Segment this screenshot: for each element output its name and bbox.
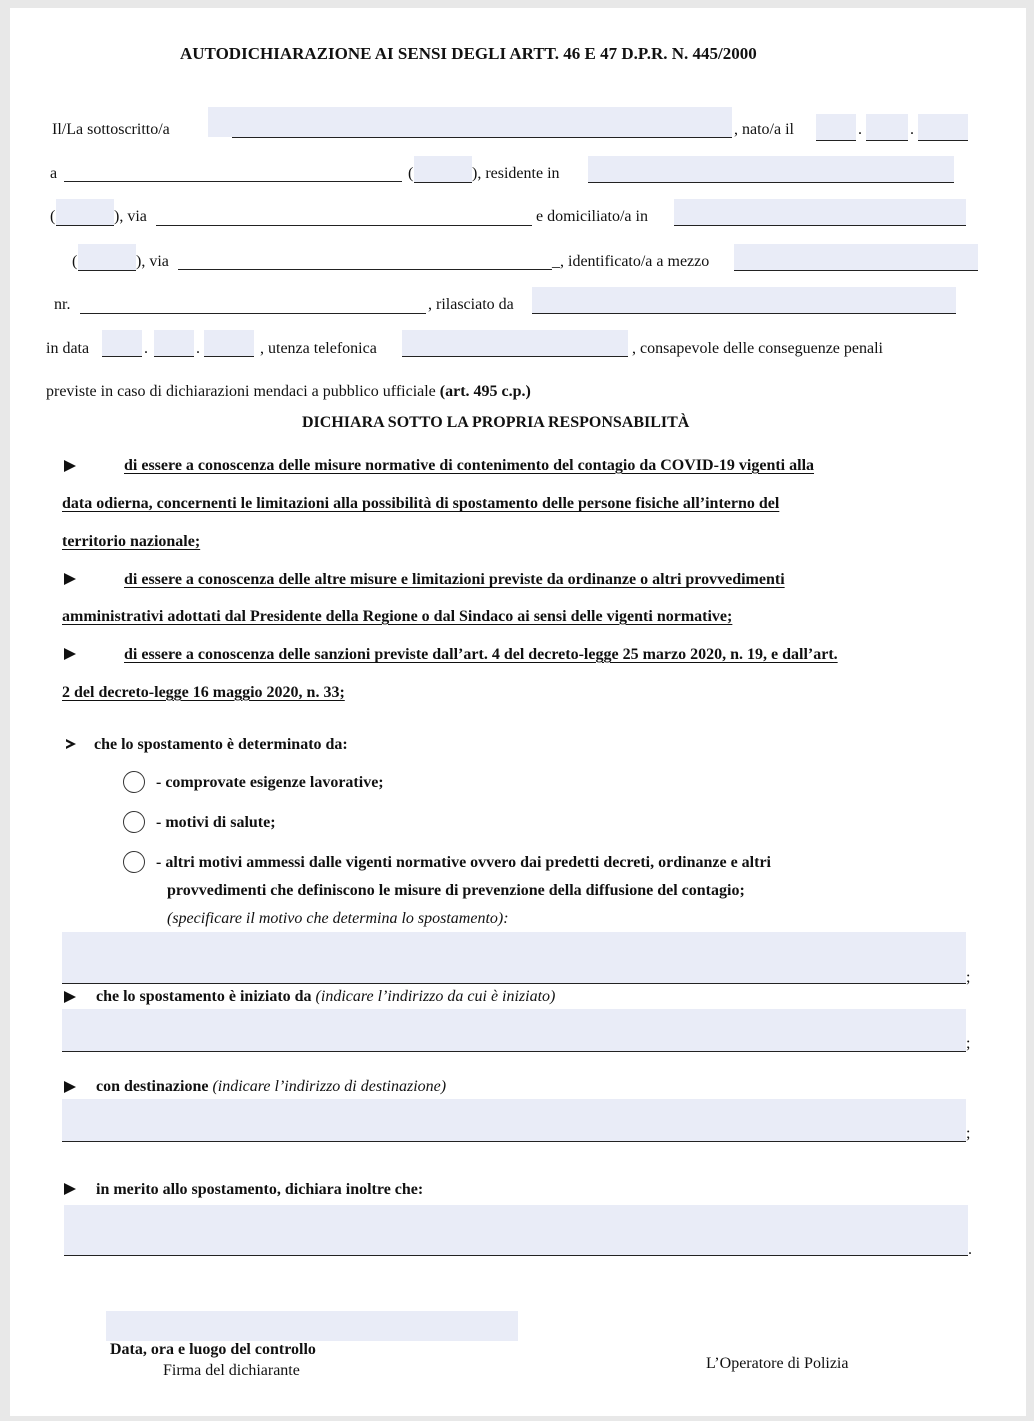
name-field[interactable]: [232, 137, 732, 138]
declaration-1-line-3: territorio nazionale;: [62, 533, 201, 550]
option-other-line-1: - altri motivi ammessi dalle vigenti normative ovvero dai predetti decreti, ordinanze e altri: [156, 854, 771, 871]
option-work-label: - comprovate esigenze lavorative;: [156, 774, 384, 791]
arrow-bullet-icon: [64, 1183, 76, 1195]
issue-dot-1: .: [144, 340, 148, 357]
via-label-2: ), via: [136, 253, 169, 270]
prov-open-1: (: [408, 165, 414, 182]
declaration-1-line-2: data odierna, concernenti le limitazioni alla possibilità di spostamento delle persone fisiche all’interno del: [62, 495, 780, 512]
identificato-label: _, identificato/a a mezzo: [552, 253, 710, 270]
declaration-2-line-1: di essere a conoscenza delle altre misure e limitazioni previste da ordinanze o altri provvedimenti: [124, 571, 785, 588]
origin-semicolon: ;: [966, 1035, 971, 1052]
birth-place-field[interactable]: [64, 181, 402, 182]
id-document-field[interactable]: [734, 244, 978, 271]
a-label: a: [50, 165, 58, 182]
phone-field[interactable]: [402, 330, 628, 357]
declaration-3-line-1: di essere a conoscenza delle sanzioni previste dall’art. 4 del decreto-legge 25 marzo 2020, n. 19, e dall’art.: [124, 646, 838, 663]
arrow-bullet-icon: [64, 1081, 76, 1093]
additional-info-field[interactable]: [64, 1205, 968, 1256]
domicile-province-field[interactable]: [78, 244, 136, 271]
additional-label: in merito allo spostamento, dichiara inoltre che:: [96, 1181, 424, 1198]
document-number-field[interactable]: [80, 313, 426, 314]
reason-semicolon: ;: [966, 969, 971, 986]
consapevole-label: , consapevole delle conseguenze penali: [632, 340, 883, 357]
prov-open-3: (: [72, 253, 78, 270]
birth-year-field[interactable]: [918, 114, 968, 141]
destination-label: con destinazione: [96, 1078, 213, 1095]
arrow-bullet-icon: [64, 460, 76, 472]
sottoscritto-label: Il/La sottoscritto/a: [52, 121, 170, 138]
nr-label: nr.: [54, 296, 71, 313]
origin-hint: (indicare l’indirizzo da cui è iniziato): [315, 988, 556, 1005]
rilasciato-label: , rilasciato da: [428, 296, 514, 313]
issued-by-field[interactable]: [532, 287, 956, 314]
additional-period: .: [968, 1241, 972, 1258]
issue-month-field[interactable]: [154, 330, 194, 357]
origin-address-field[interactable]: [62, 1009, 966, 1052]
origin-label: che lo spostamento è iniziato da: [96, 988, 316, 1005]
destination-hint: (indicare l’indirizzo di destinazione): [212, 1078, 447, 1095]
in-data-label: in data: [46, 340, 90, 357]
residence-city-field[interactable]: [588, 156, 954, 183]
declaration-2-line-2: amministrativi adottati dal Presidente della Regione o dal Sindaco ai sensi delle vigenti normative;: [62, 608, 733, 625]
birth-dot-1: .: [858, 121, 862, 138]
nato-label: , nato/a il: [734, 121, 794, 138]
issue-year-field[interactable]: [204, 330, 254, 357]
utenza-label: , utenza telefonica: [260, 340, 377, 357]
control-label: Data, ora e luogo del controllo: [110, 1341, 316, 1358]
issue-day-field[interactable]: [102, 330, 142, 357]
arrow-bullet-icon: [66, 739, 76, 749]
reason-details-field[interactable]: [62, 932, 966, 984]
radio-health-reasons[interactable]: [123, 811, 145, 833]
birth-day-field[interactable]: [816, 114, 856, 141]
previste-label: previste in caso di dichiarazioni mendaci a pubblico ufficiale: [46, 383, 440, 400]
option-other-line-2: provvedimenti che definiscono le misure di prevenzione della diffusione del contagio;: [167, 882, 745, 899]
arrow-bullet-icon: [64, 991, 76, 1003]
control-info-field[interactable]: [106, 1311, 518, 1341]
residence-street-field[interactable]: [156, 225, 532, 226]
previste-text: [46, 382, 531, 402]
dichiara-heading: DICHIARA SOTTO LA PROPRIA RESPONSABILITÀ: [302, 414, 690, 431]
art-reference: (art. 495 c.p.): [439, 383, 531, 400]
document-page: [10, 8, 1026, 1416]
specify-note: (specificare il motivo che determina lo spostamento):: [167, 910, 509, 927]
declaration-1-line-1: di essere a conoscenza delle misure normative di contenimento del contagio da COVID-19 vigenti alla: [124, 457, 815, 474]
via-label-1: ), via: [114, 208, 147, 225]
domicile-street-field[interactable]: [178, 269, 552, 270]
officer-label: L’Operatore di Polizia: [706, 1355, 849, 1372]
origin-row: [96, 987, 555, 1007]
destination-row: [96, 1077, 446, 1097]
radio-work-reasons[interactable]: [123, 771, 145, 793]
destination-semicolon: ;: [966, 1125, 971, 1142]
birth-dot-2: .: [910, 121, 914, 138]
signature-label: Firma del dichiarante: [163, 1362, 300, 1379]
residence-province-field[interactable]: [56, 199, 114, 226]
birth-province-field[interactable]: [414, 156, 472, 183]
residente-label: ), residente in: [472, 165, 560, 182]
motivation-heading: che lo spostamento è determinato da:: [94, 736, 348, 753]
issue-dot-2: .: [196, 340, 200, 357]
birth-month-field[interactable]: [866, 114, 908, 141]
document-title: AUTODICHIARAZIONE AI SENSI DEGLI ARTT. 46 E 47 D.P.R. N. 445/2000: [180, 44, 757, 63]
name-field-bg: [208, 107, 732, 137]
arrow-bullet-icon: [64, 573, 76, 585]
domiciliato-label: e domiciliato/a in: [536, 208, 648, 225]
arrow-bullet-icon: [64, 648, 76, 660]
radio-other-reasons[interactable]: [123, 851, 145, 873]
prov-open-2: (: [50, 208, 56, 225]
domicile-city-field[interactable]: [674, 199, 966, 226]
declaration-3-line-2: 2 del decreto-legge 16 maggio 2020, n. 33;: [62, 684, 345, 701]
destination-address-field[interactable]: [62, 1099, 966, 1142]
option-health-label: - motivi di salute;: [156, 814, 276, 831]
